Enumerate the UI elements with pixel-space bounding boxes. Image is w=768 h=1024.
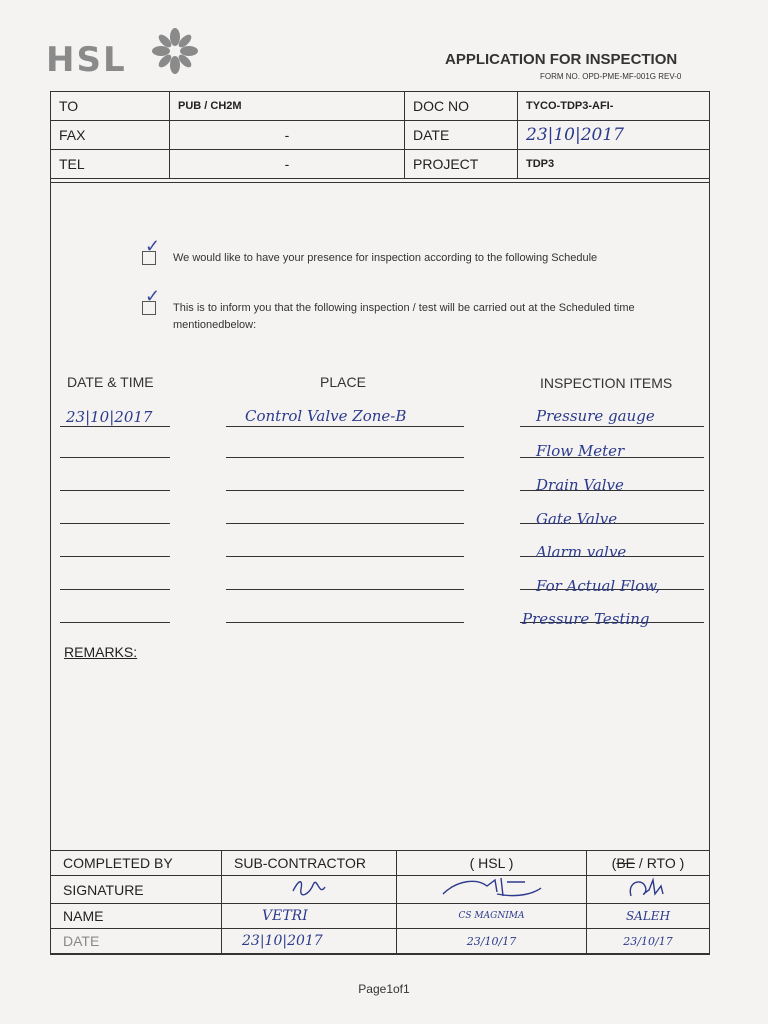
doc-no-label: DOC NO [405,92,518,121]
inspection-item: Pressure gauge [536,407,655,425]
date-time-header: DATE & TIME [67,374,154,390]
form-number: FORM NO. OPD-PME-MF-001G REV-0 [540,72,682,81]
inform-text: This is to inform you that the following inspection / test will be carried out at the Scheduled time mentionedbelow: [173,302,635,331]
date-rto: 23/10/17 [587,929,710,954]
schedule-line [226,457,464,458]
name-sub: VETRI [222,904,397,929]
schedule-line [60,589,170,590]
schedule-line [60,490,170,491]
schedule-line [60,523,170,524]
header-divider [50,182,710,183]
info-table [50,91,710,179]
rto-header [587,851,710,876]
logo-flower-icon [150,26,200,76]
schedule-line [226,622,464,623]
inspection-item: For Actual Flow, [536,577,661,595]
project-value: TDP3 [518,150,710,179]
hsl-header: ( HSL ) [397,851,587,876]
date-label: DATE [405,121,518,150]
signature-mark [289,877,329,899]
schedule-line [226,556,464,557]
name-rto: SALEH [587,904,710,929]
signature-mark [437,876,547,900]
schedule-date-value: 23|10|2017 [66,408,153,426]
inform-check-icon: ✓ [145,286,161,306]
date-hsl: 23/10/17 [397,929,587,954]
remarks-label: REMARKS: [64,644,138,660]
date-row-label: DATE [51,929,222,954]
sub-contractor-header: SUB-CONTRACTOR [222,851,397,876]
schedule-line [520,426,704,427]
project-label: PROJECT [405,150,518,179]
fax-value: - [170,121,405,150]
presence-text: We would like to have your presence for inspection according to the following Schedule [173,252,598,264]
schedule-place-value: Control Valve Zone-B [245,407,407,425]
signature-rto [587,876,710,904]
signature-mark [623,876,673,900]
rto-rest: / RTO ) [635,855,685,871]
inspection-item: Alarm valve [536,543,627,561]
tel-value: - [170,150,405,179]
company-logo: HSL [46,40,127,80]
inspection-item: Flow Meter [536,442,625,460]
place-header: PLACE [320,374,366,390]
date-sub: 23|10|2017 [222,929,397,954]
rto-open: ( [611,855,617,871]
date-value: 23|10|2017 [518,121,710,150]
to-label: TO [51,92,170,121]
inspection-item: Gate Valve [536,510,618,528]
inspection-item: Pressure Testing [522,610,650,628]
signature-table [50,850,710,954]
signature-sub [222,876,397,904]
schedule-line [60,622,170,623]
schedule-line [226,426,464,427]
schedule-line [226,490,464,491]
schedule-line [60,556,170,557]
signature-label: SIGNATURE [51,876,222,904]
doc-no-value: TYCO-TDP3-AFI- [518,92,710,121]
schedule-line [60,457,170,458]
form-title: APPLICATION FOR INSPECTION [445,51,678,68]
schedule-line [226,589,464,590]
to-value: PUB / CH2M [170,92,405,121]
completed-by-label: COMPLETED BY [51,851,222,876]
inspection-items-header: INSPECTION ITEMS [540,375,673,391]
name-hsl: CS MAGNIMA [397,904,587,929]
tel-label: TEL [51,150,170,179]
name-label: NAME [51,904,222,929]
presence-check-icon: ✓ [145,236,161,256]
page-number: Page1of1 [358,982,410,996]
signature-hsl [397,876,587,904]
fax-label: FAX [51,121,170,150]
inspection-item: Drain Valve [536,476,624,494]
schedule-line [226,523,464,524]
schedule-line [60,426,170,427]
rto-struck: BE [616,855,636,871]
